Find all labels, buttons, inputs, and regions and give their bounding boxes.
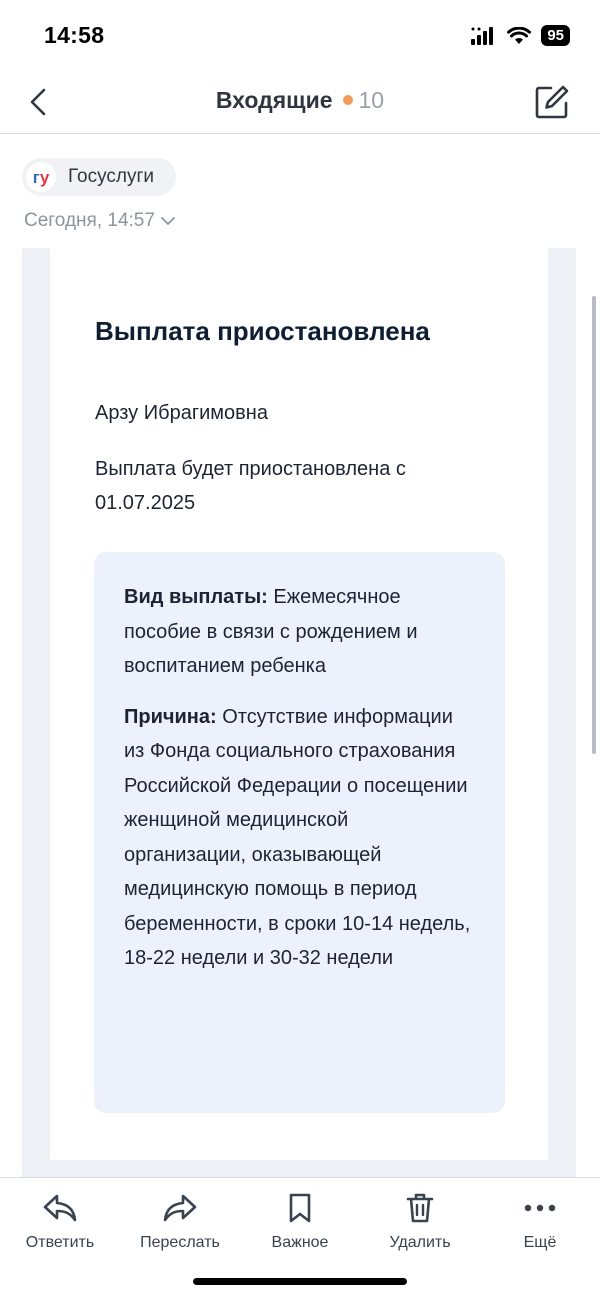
message-greeting: Арзу Ибрагимовна: [95, 402, 268, 424]
delete-label: Удалить: [389, 1234, 451, 1251]
status-time: 14:58: [44, 22, 105, 48]
more-label: Ещё: [523, 1234, 557, 1251]
nav-title-group: [0, 87, 600, 114]
signal-icon: [471, 27, 497, 45]
nav-bar: [0, 70, 600, 134]
reason-label: Причина:: [124, 705, 217, 728]
reply-icon: [43, 1193, 77, 1223]
mail-card: [50, 248, 548, 1160]
message-title: Выплата приостановлена: [95, 316, 430, 346]
sent-date-text: Сегодня, 14:57: [24, 210, 155, 231]
trash-icon: [406, 1192, 434, 1224]
status-icons: [471, 25, 570, 46]
unread-count: 10: [358, 87, 385, 113]
reply-label: Ответить: [25, 1234, 95, 1251]
important-label: Важное: [271, 1234, 329, 1251]
page-title: Входящие: [215, 87, 333, 113]
important-button[interactable]: [240, 1190, 360, 1252]
sender-chip[interactable]: [22, 158, 176, 196]
sent-date[interactable]: [24, 210, 175, 232]
payment-info-box: [94, 552, 505, 1113]
wifi-icon: [507, 27, 531, 45]
reply-button[interactable]: [0, 1190, 120, 1252]
payment-type-label: Вид выплаты:: [124, 586, 268, 608]
sender-name: Госуслуги: [68, 166, 155, 187]
forward-icon: [163, 1193, 197, 1223]
payment-reason: [124, 700, 475, 976]
forward-label: Переслать: [140, 1234, 220, 1251]
message-text: Выплата будет приостановлена с 01.07.2025: [95, 458, 406, 514]
battery-indicator: 95: [541, 25, 570, 46]
mail-body-frame: [22, 248, 576, 1178]
gosuslugi-logo: г у: [26, 162, 56, 192]
home-indicator[interactable]: [193, 1278, 407, 1285]
more-icon: [524, 1204, 556, 1212]
payment-type-value: Ежемесячное пособие в связи с рождением и воспитанием ребенка: [124, 586, 418, 677]
compose-icon: [534, 84, 570, 120]
compose-button[interactable]: [530, 80, 574, 124]
payment-type: [124, 580, 475, 684]
more-button[interactable]: [480, 1190, 600, 1252]
chevron-down-icon: [161, 217, 175, 226]
unread-dot: [343, 95, 353, 105]
scrollbar[interactable]: [592, 296, 596, 754]
status-bar: [0, 0, 600, 70]
reason-value: Отсутствие информации из Фонда социального страхования Российской Федерации о посещении женщиной медицинской организации, оказывающей медицинскую помощь в период беременности, в сроки 10-14 недель, 18-22 недели и 30-32 недели: [124, 705, 471, 969]
forward-button[interactable]: [120, 1190, 240, 1252]
bookmark-icon: [287, 1192, 313, 1224]
delete-button[interactable]: [360, 1190, 480, 1252]
